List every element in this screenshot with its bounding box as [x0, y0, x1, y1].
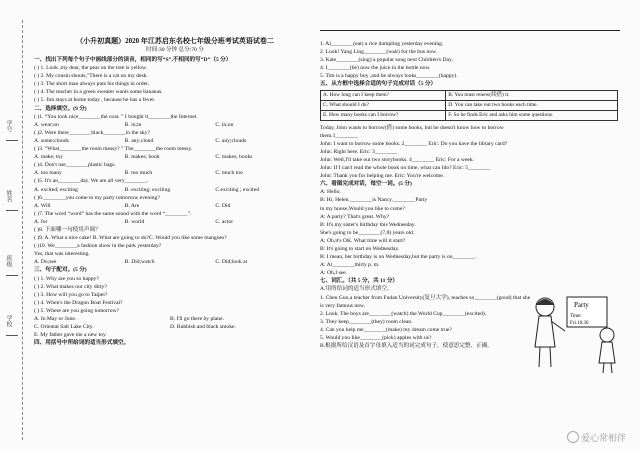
vocab-line: 1. Chen Guo,a teacher from Fudan University(复旦大学), teaches so________(good) that she	[320, 294, 531, 301]
option-row	[34, 315, 306, 323]
table-row	[321, 110, 618, 120]
question-line: ( )8. 下面哪一句使用声调？	[34, 226, 101, 233]
vocab-line: 3. They keep________(they) room clean.	[320, 318, 413, 325]
option: B. I'll go there by plane.	[170, 316, 224, 322]
option: C. Did;look at	[215, 259, 248, 266]
option: B. Are	[124, 202, 140, 209]
option: A. wear;on	[34, 121, 59, 128]
card-time-label: Time:	[570, 314, 582, 319]
question-line: ( ) 5. Where are you going tomorrow?	[34, 307, 120, 314]
table-row	[321, 100, 618, 110]
question-line: ( )3. “What________the room messy? ” The________the room messy.	[34, 146, 193, 153]
option: C. Did	[215, 202, 231, 209]
question-line: Yes, that was interesting.	[34, 251, 90, 258]
section-5-title: 五、从方框中选择合适的句子完成对话（5 分）	[320, 81, 437, 88]
table-cell: B. You must renew(续借) it.	[446, 90, 618, 100]
dialogue-line: John: Thank you for helping me. Eric: You're welcome.	[320, 173, 445, 180]
fill-item: 3. Kate________(sing) a popular song next Children's Day.	[320, 57, 453, 64]
girl-figure-icon	[535, 298, 565, 367]
dialogue-line: John: I want to borrow some books. 2________ Eric: Do you have the library card?	[320, 140, 508, 147]
fill-in-section	[320, 40, 624, 80]
option: C. much too	[215, 170, 243, 177]
table-cell: D. You can take out two books each time.	[446, 100, 618, 110]
question-line: ( )5. It's an________day. We are all very________.	[34, 178, 149, 185]
dialogue-line: A: Hello.	[320, 189, 341, 196]
question-line: ( )6.________you come to my party tomorrow evening?	[34, 194, 160, 201]
dialogue-section	[320, 124, 624, 181]
dialogue-line: A: Oh,it's OK. What time will it start?	[320, 237, 406, 244]
dialogue-line: them.1________	[320, 132, 358, 139]
option-row	[34, 218, 306, 226]
dialogue-line: Today, John wants to borrow(借) some books, but he doesn't know how to borrow	[320, 124, 504, 131]
option: C. in;on	[215, 121, 234, 128]
dialogue-line: in my house,Would you like to come?	[320, 205, 405, 212]
binding-label-xuexiao: 学校	[5, 315, 11, 327]
question-line: ( ) 5. Jim stays at home today , because he has a fever.	[34, 97, 156, 104]
question-line: ( )4. Don't use________plastic bags.	[34, 162, 116, 169]
card-title: Party	[574, 301, 589, 309]
question-line: ( )2. Were there________black________in the sky?	[34, 129, 150, 136]
option: A. for	[34, 218, 48, 225]
binding-label-xuehao: 学号	[5, 120, 11, 132]
dialogue-line: John: If I can't read the whole book on time, what can Ido? Eric: 5________	[320, 165, 491, 172]
option-row	[34, 186, 306, 194]
table-cell: E. How many books can I borrow?	[321, 110, 446, 120]
option: A. Do;see	[34, 259, 57, 266]
exam-subtitle: 时间:30 分钟 总分:70 分	[146, 47, 204, 53]
cut-line	[22, 20, 23, 440]
option-row	[34, 137, 306, 145]
table-cell: A. How long can I keep them?	[321, 90, 446, 100]
question-line: ( )1. “You look nice________the coat. ” I bought it________the Internet.	[34, 113, 198, 120]
section-title: 一、找出下列每个句子中画线部分的读音，相同的写“S”,不相同的写“D”（5 分）	[34, 57, 232, 63]
option: A. Will	[34, 202, 51, 209]
option: C. Oriental Salt Lake City.	[34, 324, 94, 331]
dialogue-line: A: At________thirty p. m.	[320, 262, 380, 269]
top-rule	[320, 30, 620, 31]
dialogue-line: A: A party? That's great. Why?	[320, 213, 390, 220]
option: B. exciting; exciting	[124, 186, 171, 193]
question-line: ( ) 1. Look ,my dear, the pear on the tree is yellow.	[34, 65, 148, 72]
vocab-line: 2. Look. The boys are________(watch) the World Cup________(excited).	[320, 310, 487, 317]
question-line: ( ) 1. Why are you so happy?	[34, 275, 99, 282]
watermark-logo-icon	[567, 431, 579, 443]
section-title: 四、用括号中所给词的适当形式填空。	[34, 340, 130, 347]
question-line: ( )9. A. What a nice cake! B. What are going to do?C. Would you like some mangoes?	[34, 235, 227, 242]
option-row	[34, 202, 306, 210]
binding-label-xingming: 姓名	[5, 190, 11, 202]
section-6-title: 六、看图完成对话，每空一词。(5 分)	[320, 181, 412, 188]
dialogue-line: A: Oh,I see.	[320, 270, 348, 277]
section-title: 二、选择填空。(9 分)	[34, 105, 87, 112]
question-line: E. My father gave me a new toy.	[34, 332, 107, 339]
dialogue-line: B: Hi, Helen.________is Nancy.________Party	[320, 197, 428, 204]
blank-line	[6, 335, 18, 336]
exam-title: （小升初真题）2020 年江苏启东名校七年级分班考试英语试卷二	[76, 37, 274, 45]
party-card-icon	[567, 297, 607, 327]
option: D. Rubbish and black smoke.	[170, 324, 236, 331]
watermark-text: 爱心常相伴	[580, 434, 626, 444]
option: C. actor	[215, 218, 234, 225]
fill-item: 4. I________(be) now the juice in the bottle now.	[320, 65, 431, 72]
question-line: ( )10. We________a fashion show in the park yesterday?	[34, 243, 162, 250]
option-row	[34, 258, 306, 266]
fill-item: 5. Tim is a happy boy ,and he always looks________(happy).	[320, 73, 458, 80]
question-line: ( ) 3. The short man always puts his things in order.	[34, 81, 150, 88]
dialogue-line: B: I mean, her birthday is on Wednesday,but the party is on________.	[320, 254, 477, 261]
option-row	[34, 153, 306, 161]
question-line: ( )7. The word “word” has the same sound with the word “________”.	[34, 210, 192, 217]
option: B. makes; book	[124, 154, 160, 161]
option: C.exciting ; excited	[215, 186, 259, 193]
option-row	[34, 323, 306, 331]
option: A. too many	[34, 170, 62, 177]
question-line: ( ) 4. When's the Dragon Boat Festival?	[34, 299, 123, 306]
party-illustration	[523, 285, 623, 375]
watermark	[567, 431, 626, 444]
card-time-value: Fri.16:30	[570, 321, 589, 326]
table-row	[321, 90, 618, 100]
fill-item: 2. Look! Yang Ling________(wait) for the bus now.	[320, 49, 438, 56]
binding-label-banji: 班级	[5, 255, 11, 267]
option: A. excited; exciting	[34, 186, 78, 193]
option: A. some;clouds	[34, 137, 69, 144]
blank-line	[6, 275, 18, 276]
question-line: ( ) 4. The teacher in a green sweater wants some bananas.	[34, 89, 163, 96]
blank-line	[6, 140, 18, 141]
left-column	[34, 56, 306, 347]
vocab-line: is very famous now.	[320, 302, 366, 309]
question-line: ( ) 2. My cousin shouts,"There is a cat on my desk.	[34, 73, 148, 80]
option-row	[34, 121, 306, 129]
option: B. in;in	[124, 121, 142, 128]
option: B. too much	[124, 170, 153, 177]
option: B. any;cloud	[124, 137, 154, 144]
boy-figure-icon	[599, 328, 615, 373]
choice-table	[320, 90, 618, 121]
question-line: ( ) 3. How will you go to Taipei?	[34, 291, 108, 298]
dialogue-line: B: It's my sister's birthday this Wednesday.	[320, 221, 416, 228]
section-title: 三、句子配对。(5 分)	[34, 267, 87, 274]
option: C. makes; books	[215, 154, 253, 161]
dialogue-line: John: Well,I'll take out two storybooks. 4________ Eric: For a week.	[320, 156, 475, 163]
dialogue-line: B: It's going to start on Wednesday.	[320, 245, 400, 252]
binding-margin	[0, 0, 30, 452]
vocab-line: B.根据所给汉语及首字母填入适当的词完成句子，使意思完整、正确。	[320, 343, 493, 350]
section-7-subtitle: A.用所给词的适当形式填空。	[320, 286, 393, 293]
section-7-title: 七、词汇。（共 5 分，共 11 分）	[320, 278, 399, 285]
option: C. any;clouds	[215, 137, 247, 144]
question-line: ( ) 2. What makes our city dirty?	[34, 283, 107, 290]
option: A. In May or June.	[34, 316, 77, 322]
dialogue-line: John: Right here. Eric: 3________	[320, 148, 398, 155]
option: A. make; toy	[34, 154, 64, 161]
fill-item: 1. Al________(eat) a rice dumpling yesterday evening.	[320, 41, 444, 47]
picture-dialogue	[320, 188, 624, 277]
dialogue-line: She's going to be________(7,8) years old.	[320, 229, 415, 236]
vocab-line: 5. Would you like________(pick) apples with us?	[320, 335, 432, 341]
option: B. Did;watch	[124, 259, 155, 266]
option-row	[34, 169, 306, 177]
vocab-line: 4. Can you help me________(make) my dream come true?	[320, 326, 452, 333]
table-cell: F. So he finds Eric and asks him some questions.	[446, 110, 618, 120]
option: B. world	[124, 218, 145, 225]
blank-line	[6, 210, 18, 211]
table-cell: C. What should I do?	[321, 100, 446, 110]
